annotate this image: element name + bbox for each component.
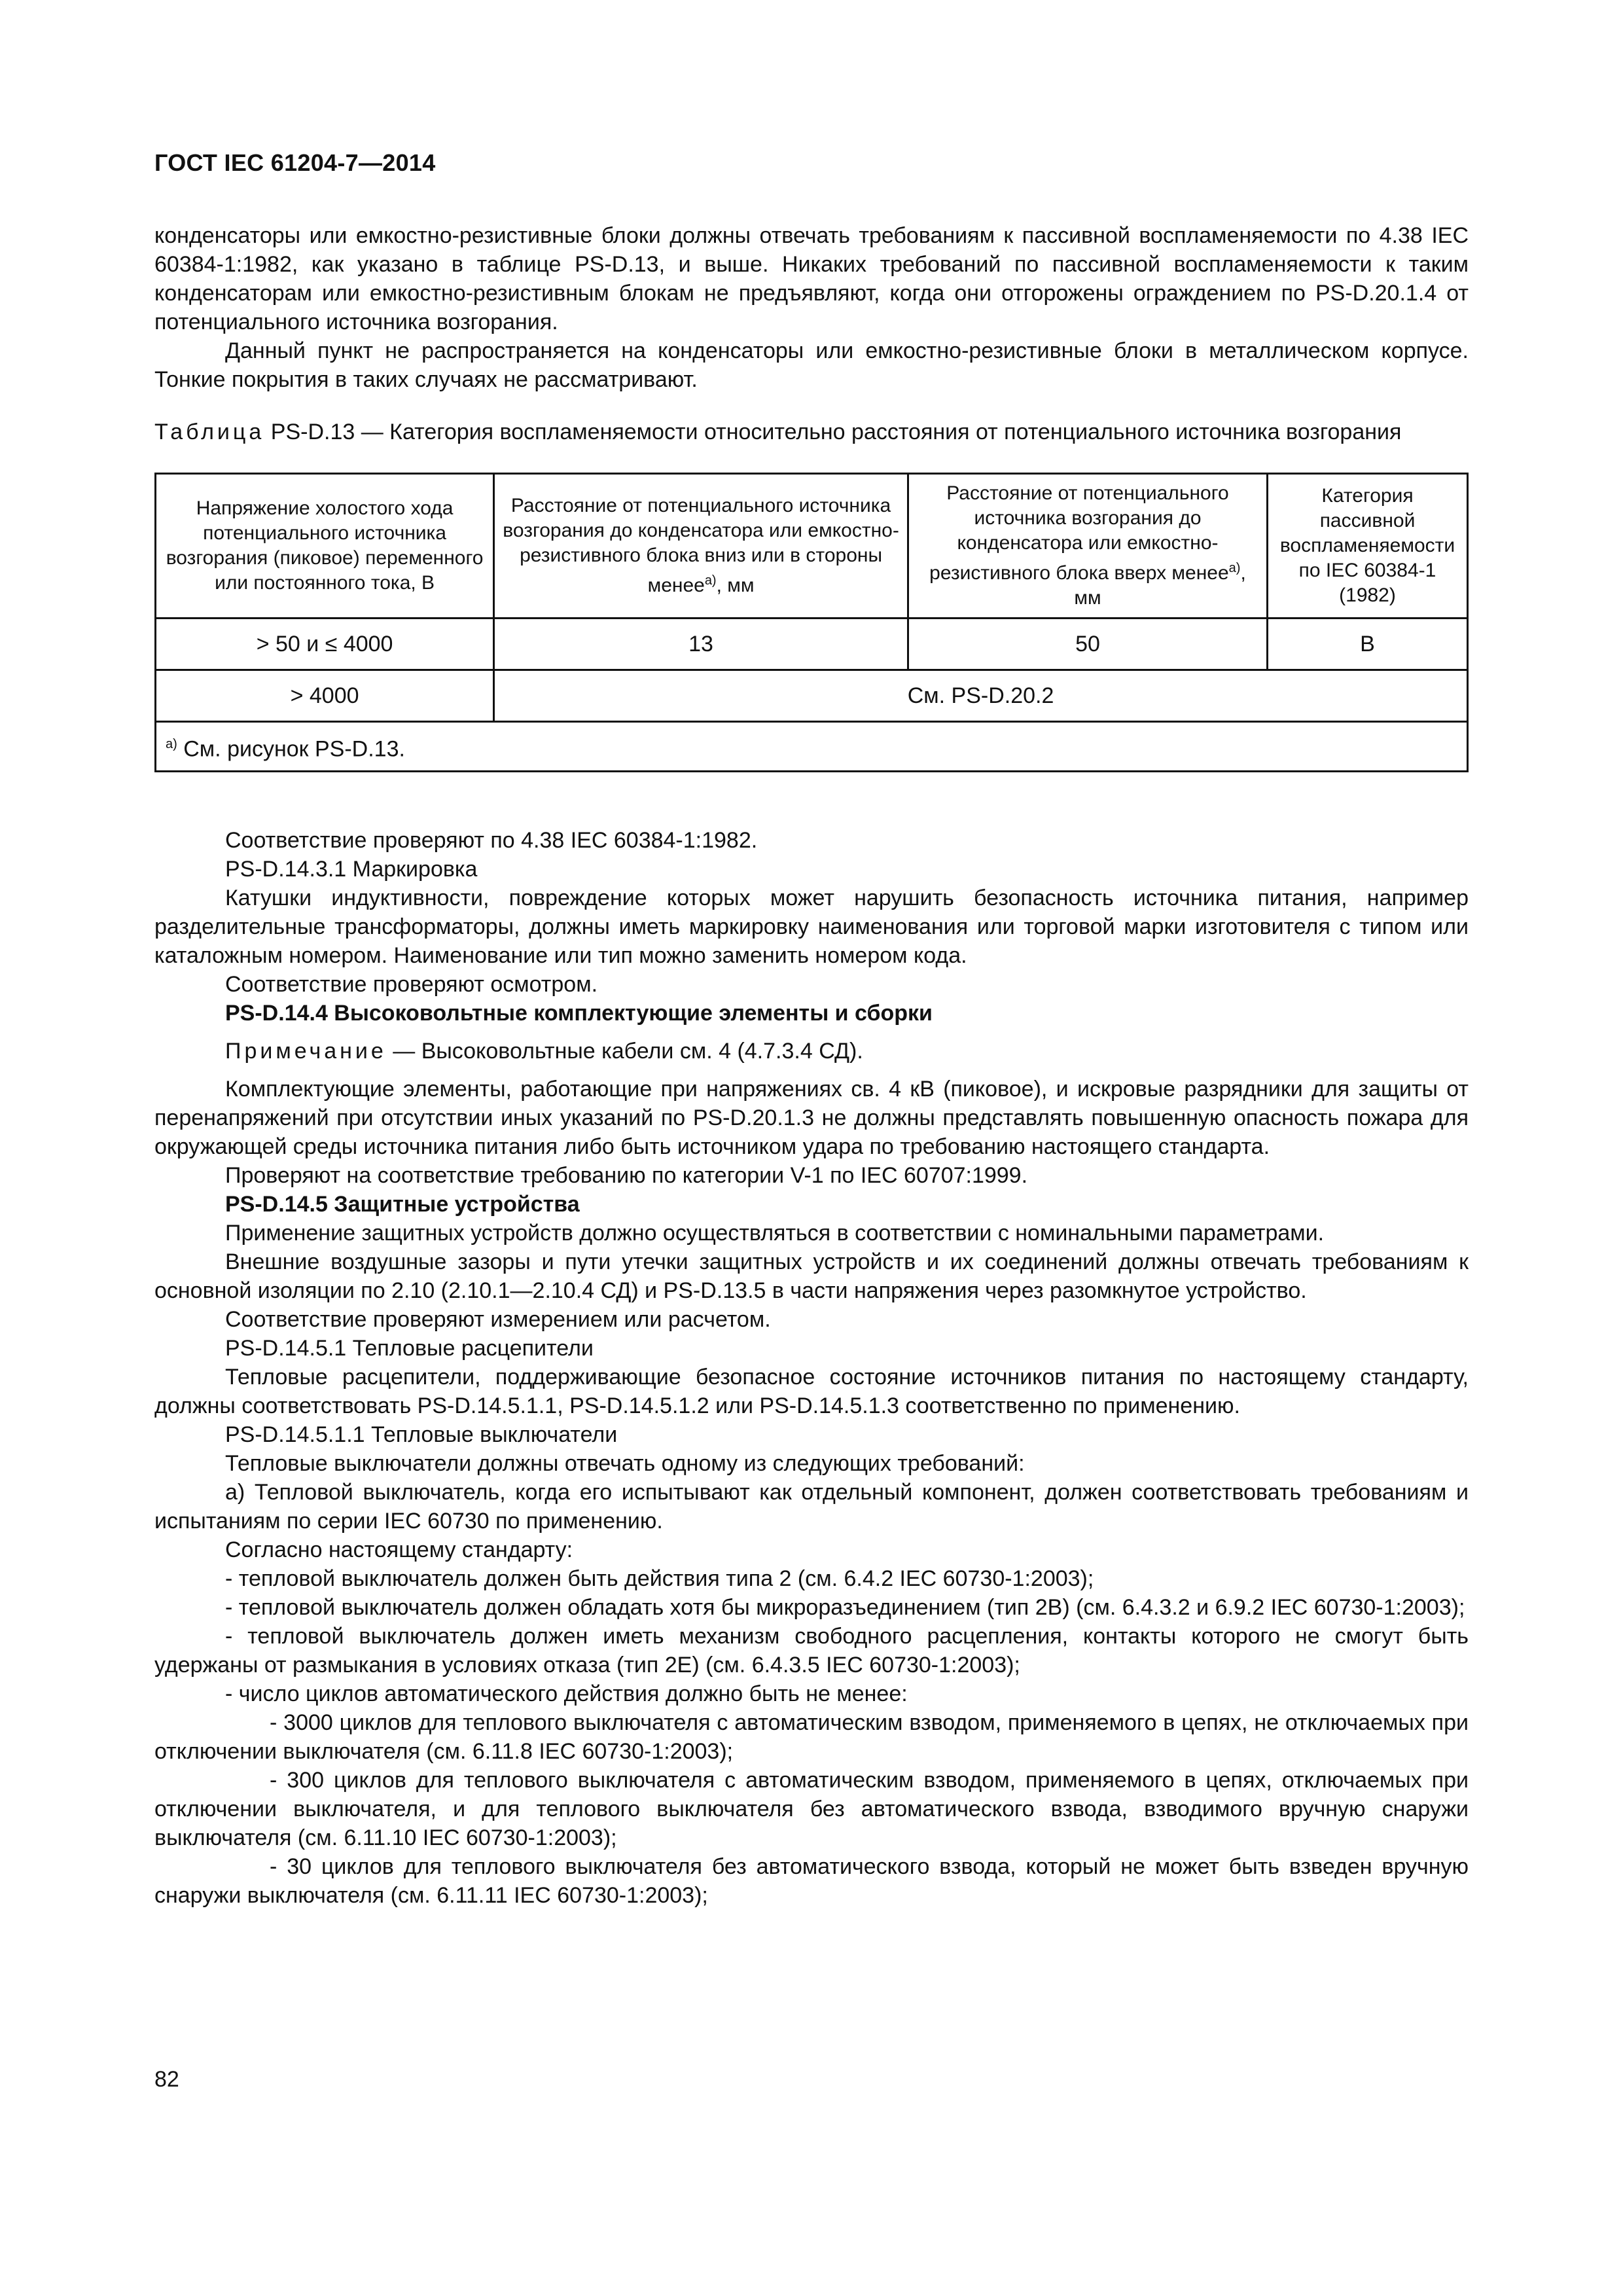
table-header-cell — [494, 474, 908, 619]
paragraph: Соответствие проверяют измерением или расчетом. — [225, 1307, 771, 1333]
table-footnote-row — [156, 722, 1468, 772]
table-header-text: Расстояние от потенциального источника возгорания до конденсатора или емкостно-резистивного блока вверх менее — [929, 482, 1229, 584]
note-label: Примечание — [225, 1039, 387, 1064]
paragraph: Тепловые расцепители, поддерживающие безопасное состояние источников питания по настоящему стандарту, должны соответствовать PS-D.14.5.1.1, PS-D.14.5.1.2 или PS-D.14.5.1.3 соответственно по применению. — [154, 1365, 1469, 1419]
footnote-text: См. рисунок PS-D.13. — [183, 736, 405, 762]
paragraph: Соответствие проверяют осмотром. — [225, 972, 598, 997]
flammability-table — [154, 473, 1469, 772]
sub-list-item: - 30 циклов для теплового выключателя без автоматического взвода, который не может быть взведен вручную снаружи выключателя (см. 6.11.11 IEC 60730-1:2003); — [154, 1854, 1469, 1909]
paragraph: Соответствие проверяют по 4.38 IEC 60384-1:1982. — [225, 828, 758, 853]
paragraph: Комплектующие элементы, работающие при напряжениях св. 4 кВ (пиковое), и искровые разрядники для защиты от перенапряжений при отсутствии иных указаний по PS-D.20.1.3 не должны представлять повышенную опасность пожара для окружающей среды источника питания либо быть источником удара по требованию настоящего стандарта. — [154, 1077, 1469, 1160]
table-cell: См. PS-D.20.2 — [494, 670, 1468, 722]
table-header-unit: , мм — [1074, 562, 1246, 609]
note-text: — Высоковольтные кабели см. 4 (4.7.3.4 СД). — [386, 1039, 863, 1064]
footnote-mark: а) — [166, 737, 177, 751]
table-header-unit: , мм — [716, 575, 755, 596]
footnote-mark: а) — [1228, 561, 1241, 575]
paragraph: Внешние воздушные зазоры и пути утечки защитных устройств и их соединений должны отвечать требованиям к основной изоляции по 2.10 (2.10.1—2.10.4 СД) и PS-D.13.5 в части напряжения через разомкнутое устройство. — [154, 1249, 1469, 1304]
table-header-row — [156, 474, 1468, 619]
table-caption-label: Таблица — [154, 420, 265, 444]
document-header: ГОСТ IEC 61204-7—2014 — [154, 149, 436, 176]
table-cell: > 4000 — [156, 670, 494, 722]
paragraph: конденсаторы или емкостно-резистивные блоки должны отвечать требованиям к пассивной воспламеняемости по 4.38 IEC 60384-1:1982, как указано в таблице PS-D.13, и выше. Никаких требований по пассивной воспламеняемости к таким конденсаторам или емкостно-резистивным блокам не предъявляют, когда они отгорожены ограждением по PS-D.20.1.4 от потенциального источника возгорания. — [154, 223, 1469, 334]
section-heading: PS-D.14.4 Высоковольтные комплектующие элементы и сборки — [225, 1001, 933, 1026]
table-caption — [154, 418, 1469, 446]
list-item: - тепловой выключатель должен иметь механизм свободного расцепления, контакты которого не смогут быть удержаны от размыкания в условиях отказа (тип 2E) (см. 6.4.3.5 IEC 60730-1:2003); — [154, 1624, 1469, 1678]
clause-heading: PS-D.14.5.1 Тепловые расцепители — [225, 1336, 594, 1361]
page-number: 82 — [154, 2067, 179, 2092]
list-item: - тепловой выключатель должен обладать хотя бы микроразъединением (тип 2B) (см. 6.4.3.2 и 6.9.2 IEC 60730-1:2003); — [225, 1595, 1465, 1621]
paragraph: Проверяют на соответствие требованию по категории V-1 по IEC 60707:1999. — [225, 1163, 1028, 1189]
paragraph: Согласно настоящему стандарту: — [225, 1537, 573, 1563]
paragraph: Тепловые выключатели должны отвечать одному из следующих требований: — [225, 1451, 1025, 1477]
section-heading: PS-D.14.5 Защитные устройства — [225, 1192, 580, 1217]
table-cell: > 50 и ≤ 4000 — [156, 619, 494, 670]
table-cell: B — [1268, 619, 1468, 670]
document-body — [154, 221, 1469, 1910]
paragraph: Применение защитных устройств должно осуществляться в соответствии с номинальными параметрами. — [225, 1221, 1325, 1246]
list-item: - число циклов автоматического действия должно быть не менее: — [225, 1681, 908, 1707]
table-row — [156, 670, 1468, 722]
table-header-cell — [908, 474, 1267, 619]
table-cell: 50 — [908, 619, 1267, 670]
footnote-mark: а) — [704, 573, 717, 588]
paragraph: Данный пункт не распространяется на конденсаторы или емкостно-резистивные блоки в металлическом корпусе. Тонкие покрытия в таких случаях не рассматривают. — [154, 338, 1469, 392]
table-header-text: Расстояние от потенциального источника возгорания до конденсатора или емкостно-резистивного блока вниз или в стороны менее — [503, 495, 899, 596]
paragraph: а) Тепловой выключатель, когда его испытывают как отдельный компонент, должен соответствовать требованиям и испытаниям по серии IEC 60730 по применению. — [154, 1480, 1469, 1534]
paragraph: Катушки индуктивности, повреждение которых может нарушить безопасность источника питания, например разделительные трансформаторы, должны иметь маркировку наименования или торговой марки изготовителя с типом или каталожным номером. Наименование или тип можно заменить номером кода. — [154, 886, 1469, 969]
table-header-cell: Напряжение холостого хода потенциального источника возгорания (пиковое) переменного или постоянного тока, В — [156, 474, 494, 619]
table-row — [156, 619, 1468, 670]
list-item: - тепловой выключатель должен быть действия типа 2 (см. 6.4.2 IEC 60730-1:2003); — [225, 1566, 1094, 1592]
sub-list-item: - 3000 циклов для теплового выключателя с автоматическим взводом, применяемого в цепях, не отключаемых при отключении выключателя (см. 6.11.8 IEC 60730-1:2003); — [154, 1710, 1469, 1765]
clause-heading: PS-D.14.5.1.1 Тепловые выключатели — [225, 1422, 618, 1448]
note — [154, 1037, 1469, 1066]
table-footnote — [156, 722, 1468, 772]
clause-heading: PS-D.14.3.1 Маркировка — [225, 857, 478, 882]
table-cell: 13 — [494, 619, 908, 670]
table-caption-text: PS-D.13 — Категория воспламеняемости относительно расстояния от потенциального источника возгорания — [270, 420, 1402, 444]
sub-list-item: - 300 циклов для теплового выключателя с автоматическим взводом, применяемого в цепях, отключаемых при отключении выключателя, и для теплового выключателя без автоматического взвода, взводимого вручную снаружи выключателя (см. 6.11.10 IEC 60730-1:2003); — [154, 1768, 1469, 1851]
table-header-cell: Категория пассивной воспламеняемости по IEC 60384-1 (1982) — [1268, 474, 1468, 619]
